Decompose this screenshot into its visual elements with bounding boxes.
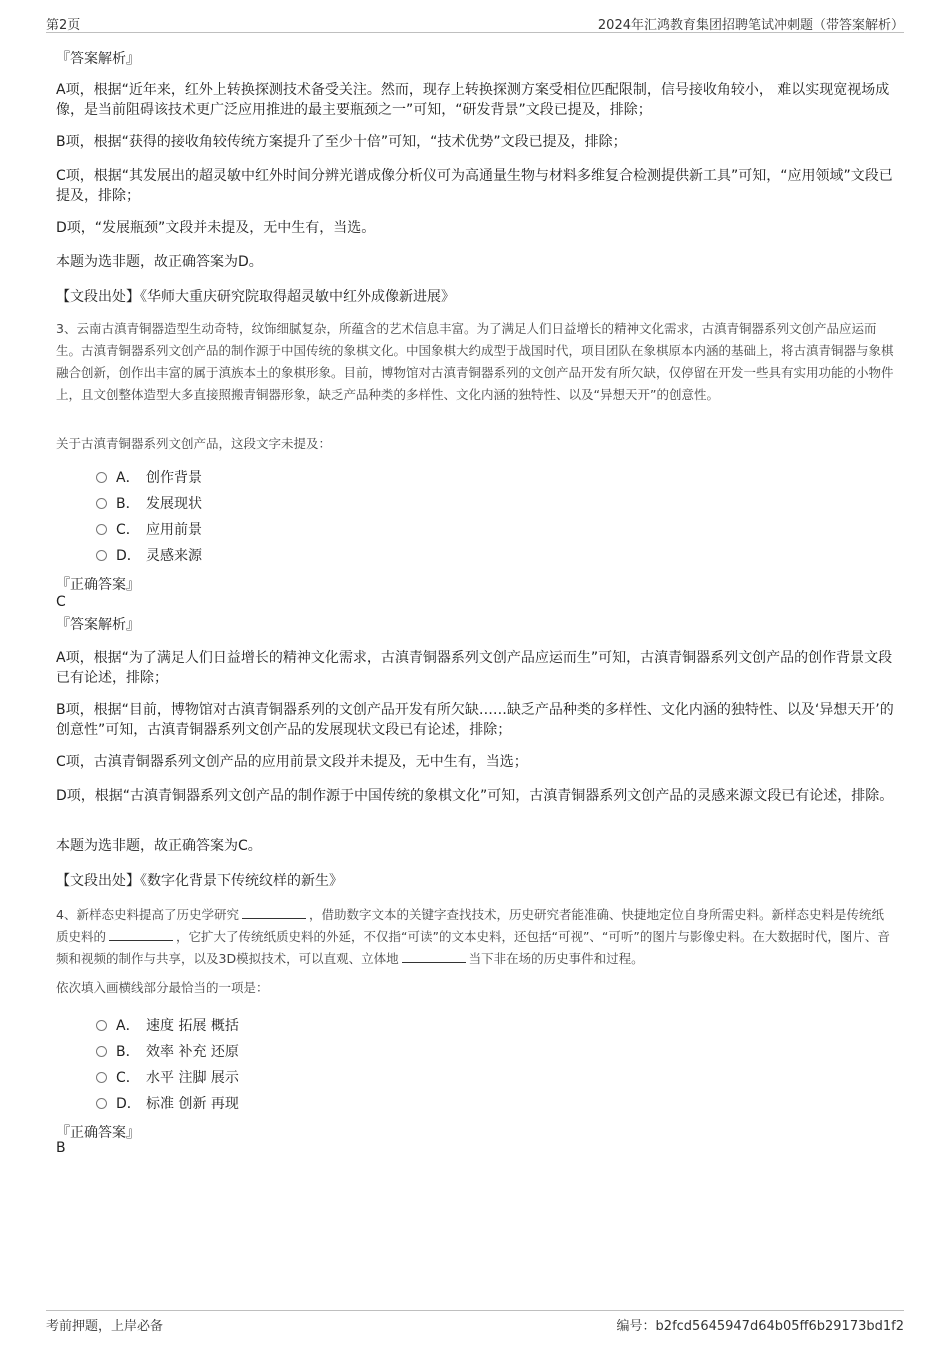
option-text: 效率 补充 还原 [146,1044,239,1060]
document-title: 2024年汇鸿教育集团招聘笔试冲刺题（带答案解析） [597,18,904,33]
radio-icon[interactable] [96,550,107,561]
question-3-prompt: 关于古滇青铜器系列文创产品，这段文字未提及： [56,436,332,451]
question-3-text: 3、云南古滇青铜器造型生动奇特，纹饰细腻复杂，所蕴含的艺术信息丰富。为了满足人们日益增长的精神文化需求，古滇青铜器系列文创产品应运而生。古滇青铜器系列文创产品的制作源于中国传统的象棋文化。中国象棋大约成型于战国时代，项目团队在象棋原本内涵的基础上，将古滇青铜器与象棋融合创新，创作出丰富的属于滇族本土的象棋形象。目前，博物馆对古滇青铜器系列的文创产品开发有所欠缺，仅停留在开发一些具有实用功能的小物件上，且文创整体造型大多直接照搬青铜器形象，缺乏产品种类的多样性、文化内涵的独特性、以及“异想天开”的创意性。 [56,321,894,402]
analysis-para-d: D项，“发展瓶颈”文段并未提及，无中生有，当选。 [56,220,376,236]
text-source: 【文段出处】《华师大重庆研究院取得超灵敏中红外成像新进展》 [56,289,455,305]
radio-icon[interactable] [96,1098,107,1109]
option-a[interactable]: A． 速度 拓展 概括 [96,1012,239,1038]
fill-blank-2 [109,928,173,941]
page-footer [46,1310,904,1337]
option-text: 速度 拓展 概括 [146,1018,239,1034]
text-source: 【文段出处】《数字化背景下传统纹样的新生》 [56,873,343,889]
option-d[interactable]: D． 标准 创新 再现 [96,1090,239,1116]
option-c[interactable]: C． 应用前景 [96,516,202,542]
option-text: 应用前景 [146,522,202,538]
radio-icon[interactable] [96,1072,107,1083]
analysis-conclusion: 本题为选非题，故正确答案为D。 [56,254,263,270]
option-text: 创作背景 [146,470,202,486]
option-b[interactable]: B． 发展现状 [96,490,202,516]
radio-icon[interactable] [96,524,107,535]
analysis-para-c: C项，根据“其发展出的超灵敏中红外时间分辨光谱成像分析仪可为高通量生物与材料多维复合检测提供新工具”可知，“应用领域”文段已提及，排除； [56,168,893,204]
analysis-label: 『答案解析』 [56,51,140,67]
question-4-options [96,1012,239,1116]
option-a[interactable]: A． 创作背景 [96,464,202,490]
option-c[interactable]: C． 水平 注脚 展示 [96,1064,239,1090]
option-text: 水平 注脚 展示 [146,1070,239,1086]
question-3-options [96,464,202,568]
document-id: 编号：b2fcd5645947d64b05ff6b29173bd1f2 [616,1319,904,1334]
fill-blank-3 [402,950,466,963]
radio-icon[interactable] [96,1020,107,1031]
analysis-para-a: A项，根据“为了满足人们日益增长的精神文化需求，古滇青铜器系列文创产品应运而生”可知，古滇青铜器系列文创产品的创作背景文段已有论述，排除； [56,650,893,686]
option-d[interactable]: D． 灵感来源 [96,542,202,568]
question-4-prompt: 依次填入画横线部分最恰当的一项是： [56,980,269,995]
analysis-para-b: B项，根据“目前，博物馆对古滇青铜器系列的文创产品开发有所欠缺……缺乏产品种类的多样性、文化内涵的独特性、以及‘异想天开’的创意性”可知，古滇青铜器系列文创产品的发展现状文段已有论述，排除； [56,702,894,738]
analysis-para-b: B项，根据“获得的接收角较传统方案提升了至少十倍”可知，“技术优势”文段已提及，排除； [56,134,627,150]
option-text: 标准 创新 再现 [146,1096,239,1112]
radio-icon[interactable] [96,472,107,483]
analysis-para-a: A项，根据“近年来，红外上转换探测技术备受关注。然而，现存上转换探测方案受相位匹配限制，信号接收角较小， 难以实现宽视场成像，是当前阻碍该技术更广泛应用推进的最主要瓶颈之一”可知，“研发背景”文段已提及，排除； [56,82,890,118]
question-4-text: 4、新样态史料提高了历史学研究 ，借助数字文本的关键字查找技术，历史研究者能准确、快捷地定位自身所需史料。新样态史料是传统纸质史料的 ，它扩大了传统纸质史料的外延，不仅指“可读”的文本史料，还包括“可视”、“可听”的图片与影像史料。在大数据时代，图片、音频和视频的制作与共享，以及3D模拟技术，可以直观、立体地 当下非在场的历史事件和过程。 [56,907,890,966]
page-number: 第2页 [46,18,81,33]
analysis-conclusion: 本题为选非题，故正确答案为C。 [56,838,262,854]
footer-slogan: 考前押题，上岸必备 [46,1319,164,1334]
analysis-label: 『答案解析』 [56,617,140,633]
radio-icon[interactable] [96,498,107,509]
option-text: 发展现状 [146,496,202,512]
option-b[interactable]: B． 效率 补充 还原 [96,1038,239,1064]
radio-icon[interactable] [96,1046,107,1057]
fill-blank-1 [242,906,306,919]
correct-answer: C [56,594,66,610]
analysis-para-d: D项，根据“古滇青铜器系列文创产品的制作源于中国传统的象棋文化”可知，古滇青铜器系列文创产品的灵感来源文段已有论述，排除。 [56,788,894,804]
correct-answer: B [56,1140,66,1156]
analysis-para-c: C项，古滇青铜器系列文创产品的应用前景文段并未提及，无中生有，当选； [56,754,528,770]
option-text: 灵感来源 [146,548,202,564]
page-header [46,12,904,33]
correct-answer-label: 『正确答案』 [56,1125,140,1141]
correct-answer-label: 『正确答案』 [56,577,140,593]
